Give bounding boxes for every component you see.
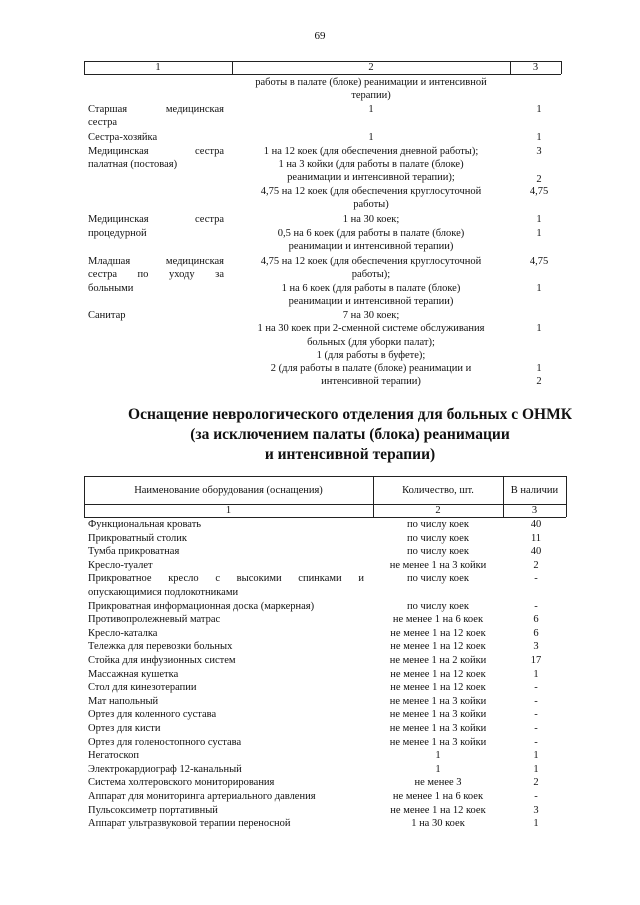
equipment-name (88, 572, 364, 599)
staff-value: 1 (536, 214, 542, 225)
staff-value: 2 (536, 174, 542, 185)
staff-norm: 1 (368, 132, 374, 143)
equipment-available: 3 (533, 804, 539, 816)
equipment-name (88, 627, 364, 641)
equipment-quantity: не менее 1 на 12 коек (390, 682, 486, 694)
equipment-quantity: 1 на 30 коек (411, 818, 465, 830)
equipment-quantity: не менее 1 на 3 койки (389, 736, 487, 748)
column-header-available: В наличии (510, 485, 559, 496)
column-header-quantity: Количество, шт. (402, 485, 474, 496)
table-border-top (84, 476, 566, 477)
staff-norm: работы) (353, 199, 389, 210)
equipment-quantity: по числу коек (407, 519, 469, 530)
equipment-name (88, 722, 364, 736)
equipment-name (88, 654, 364, 668)
equipment-name-line: Ортез для голеностопного сустава (88, 736, 242, 748)
staff-norm: 0,5 на 6 коек (для работы в палате (блоке) (277, 228, 465, 239)
equipment-name-line: Функциональная кровать (88, 519, 202, 530)
equipment-name-line: Пульсоксиметр портативный (88, 804, 218, 816)
equipment-quantity: не менее 1 на 3 койки (389, 695, 487, 707)
equipment-quantity: по числу коек (407, 573, 469, 585)
equipment-name (88, 695, 364, 709)
staff-norm: реанимации и интенсивной терапии) (288, 241, 454, 252)
table-header-divider (84, 74, 561, 75)
column-number: 2 (435, 505, 441, 516)
equipment-available: 3 (533, 641, 539, 653)
staff-value: 1 2 (536, 363, 542, 387)
col-header: 3 (532, 62, 539, 73)
equipment-available: 1 (533, 750, 539, 762)
equipment-available: - (534, 573, 538, 585)
staff-name: процедурной (88, 228, 147, 239)
equipment-available: - (534, 695, 538, 707)
section-title-line: (за исключением палаты (блока) реанимации (190, 426, 510, 443)
staff-value: 1 (536, 132, 542, 143)
equipment-available: 11 (530, 532, 542, 544)
section-title (0, 405, 640, 465)
equipment-available: - (534, 709, 538, 721)
equipment-available: 6 (533, 614, 539, 626)
staff-norm: работы); (351, 269, 391, 280)
staff-value: 1 (536, 104, 542, 115)
equipment-quantity: не менее 1 на 12 коек (390, 804, 486, 816)
equipment-quantity: не менее 1 на 12 коек (390, 641, 486, 653)
staff-norm: больных (для уборки палат); (307, 337, 435, 348)
equipment-name (88, 776, 364, 790)
cell-text: терапии) (351, 90, 391, 101)
equipment-available: - (534, 791, 538, 802)
equipment-quantity: по числу коек (407, 600, 469, 612)
staff-norm: 7 на 30 коек; (342, 310, 400, 321)
equipment-available: 2 (533, 777, 539, 789)
equipment-available: 6 (533, 627, 539, 639)
equipment-quantity: не менее 1 на 3 койки (389, 723, 487, 734)
staff-norm: 4,75 на 12 коек (для обеспечения круглосуточной (260, 256, 482, 267)
equipment-quantity: не менее 1 на 3 койки (389, 559, 487, 571)
equipment-name-line: Прикроватная информационная доска (маркерная) (88, 600, 315, 612)
table-col-border (561, 61, 562, 74)
staff-value: 3 (536, 146, 542, 157)
equipment-available: - (534, 736, 538, 748)
cell-text: работы в палате (блоке) реанимации и интенсивной (255, 77, 487, 88)
equipment-name (88, 790, 364, 804)
staff-value: 1 (536, 283, 542, 294)
equipment-quantity: 1 (435, 750, 441, 762)
equipment-name (88, 532, 364, 546)
staff-norm: интенсивной терапии) (321, 376, 421, 387)
equipment-name-line: Мат напольный (88, 695, 159, 707)
equipment-quantity: по числу коек (407, 546, 469, 558)
equipment-name (88, 749, 364, 763)
staff-norm: 1 на 12 коек (для обеспечения дневной работы); (263, 146, 479, 157)
equipment-name (88, 640, 364, 654)
equipment-available: 1 (533, 668, 539, 680)
equipment-quantity: не менее 3 (414, 777, 462, 789)
staff-norm: 2 (для работы в палате (блоке) реанимации и (270, 363, 472, 374)
equipment-name-line: опускающимися подлокотниками (88, 586, 239, 598)
staff-norm: 1 на 3 койки (для работы в палате (блоке) (278, 159, 464, 170)
equipment-name-line: Ортез для коленного сустава (88, 709, 217, 721)
equipment-name-line: Ортез для кисти (88, 723, 161, 734)
staff-name: больными (88, 283, 134, 294)
equipment-name-line: Негатоскоп (88, 750, 139, 762)
section-title-line: Оснащение неврологического отделения для больных с ОНМК (128, 406, 572, 423)
equipment-name-line: Прикроватный столик (88, 532, 187, 544)
staff-name: сестра (88, 117, 117, 128)
equipment-name (88, 559, 364, 573)
equipment-quantity: по числу коек (407, 532, 469, 544)
equipment-name-line: Стол для кинезотерапии (88, 682, 197, 694)
column-header-name: Наименование оборудования (оснащения) (134, 485, 323, 496)
equipment-available: - (534, 600, 538, 612)
equipment-name-line: Стойка для инфузионных систем (88, 655, 236, 666)
page-number: 69 (314, 30, 326, 42)
staff-name: Сестра-хозяйка (88, 132, 158, 143)
equipment-available: 40 (530, 546, 542, 558)
equipment-name-line: Аппарат для мониторинга артериального давления (88, 791, 316, 802)
equipment-name-line: Электрокардиограф 12-канальный (88, 763, 242, 775)
equipment-name (88, 545, 364, 559)
equipment-name-line: Прикроватное кресло с высокими спинками и (88, 573, 364, 585)
equipment-name (88, 668, 364, 682)
equipment-available: - (534, 682, 538, 694)
section-title-line: и интенсивной терапии) (264, 446, 436, 463)
equipment-name (88, 763, 364, 777)
staff-value: 1 (536, 323, 542, 334)
staff-name: Младшая медицинская (88, 256, 224, 267)
equipment-quantity: не менее 1 на 6 коек (392, 791, 484, 802)
staff-norm: 1 на 6 коек (для работы в палате (блоке) (281, 283, 461, 294)
staff-norm: реанимации и интенсивной терапии); (287, 172, 455, 183)
staff-norm: 4,75 на 12 коек (для обеспечения круглосуточной (260, 186, 482, 197)
equipment-available: - (534, 723, 538, 734)
equipment-available: 2 (533, 559, 539, 571)
column-number: 1 (225, 505, 232, 516)
equipment-name-line: Тумба прикроватная (88, 546, 180, 558)
staff-name: Медицинская сестра (88, 146, 224, 157)
equipment-available: 17 (530, 655, 542, 666)
staff-norm: 1 на 30 коек при 2-сменной системе обслуживания (257, 323, 485, 334)
staff-name: Медицинская сестра (88, 214, 224, 225)
equipment-name-line: Система холтеровского мониторирования (88, 777, 275, 789)
staff-norm: 1 (для работы в буфете); (316, 350, 426, 361)
table-col-border (566, 476, 567, 517)
staff-value: 4,75 (529, 186, 549, 197)
equipment-name (88, 681, 364, 695)
equipment-available: 40 (530, 519, 542, 530)
staff-name: сестра по уходу за (88, 269, 224, 280)
equipment-available: 1 (533, 818, 539, 830)
equipment-name-line: Кресло-туалет (88, 559, 153, 571)
column-number: 3 (531, 505, 538, 516)
equipment-name-line: Противопролежневый матрас (88, 614, 221, 626)
staff-value: 1 (536, 228, 542, 239)
staff-norm: 1 на 30 коек; (342, 214, 400, 225)
equipment-available: 1 (533, 763, 539, 775)
staff-value: 4,75 (529, 256, 549, 267)
equipment-quantity: 1 (435, 763, 441, 775)
equipment-name (88, 518, 364, 532)
staff-norm: реанимации и интенсивной терапии) (288, 296, 454, 307)
staff-name: Старшая медицинская (88, 104, 224, 115)
equipment-quantity: не менее 1 на 6 коек (392, 614, 484, 626)
staff-name: палатная (постовая) (88, 159, 178, 170)
equipment-name-line: Кресло-каталка (88, 627, 158, 639)
equipment-name (88, 736, 364, 750)
equipment-name (88, 613, 364, 627)
equipment-quantity: не менее 1 на 12 коек (390, 627, 486, 639)
equipment-name (88, 600, 364, 614)
equipment-name (88, 708, 364, 722)
equipment-name-line: Тележка для перевозки больных (88, 641, 233, 653)
equipment-name-line: Массажная кушетка (88, 668, 179, 680)
col-header: 1 (155, 62, 161, 73)
staff-norm: 1 (368, 104, 374, 115)
col-header: 2 (368, 62, 374, 73)
equipment-quantity: не менее 1 на 2 койки (389, 655, 487, 666)
staff-name: Санитар (88, 310, 126, 321)
equipment-name (88, 817, 364, 831)
equipment-quantity: не менее 1 на 12 коек (390, 668, 486, 680)
equipment-name-line: Аппарат ультразвуковой терапии переносной (88, 818, 291, 830)
equipment-name (88, 804, 364, 818)
equipment-quantity: не менее 1 на 3 койки (389, 709, 487, 721)
